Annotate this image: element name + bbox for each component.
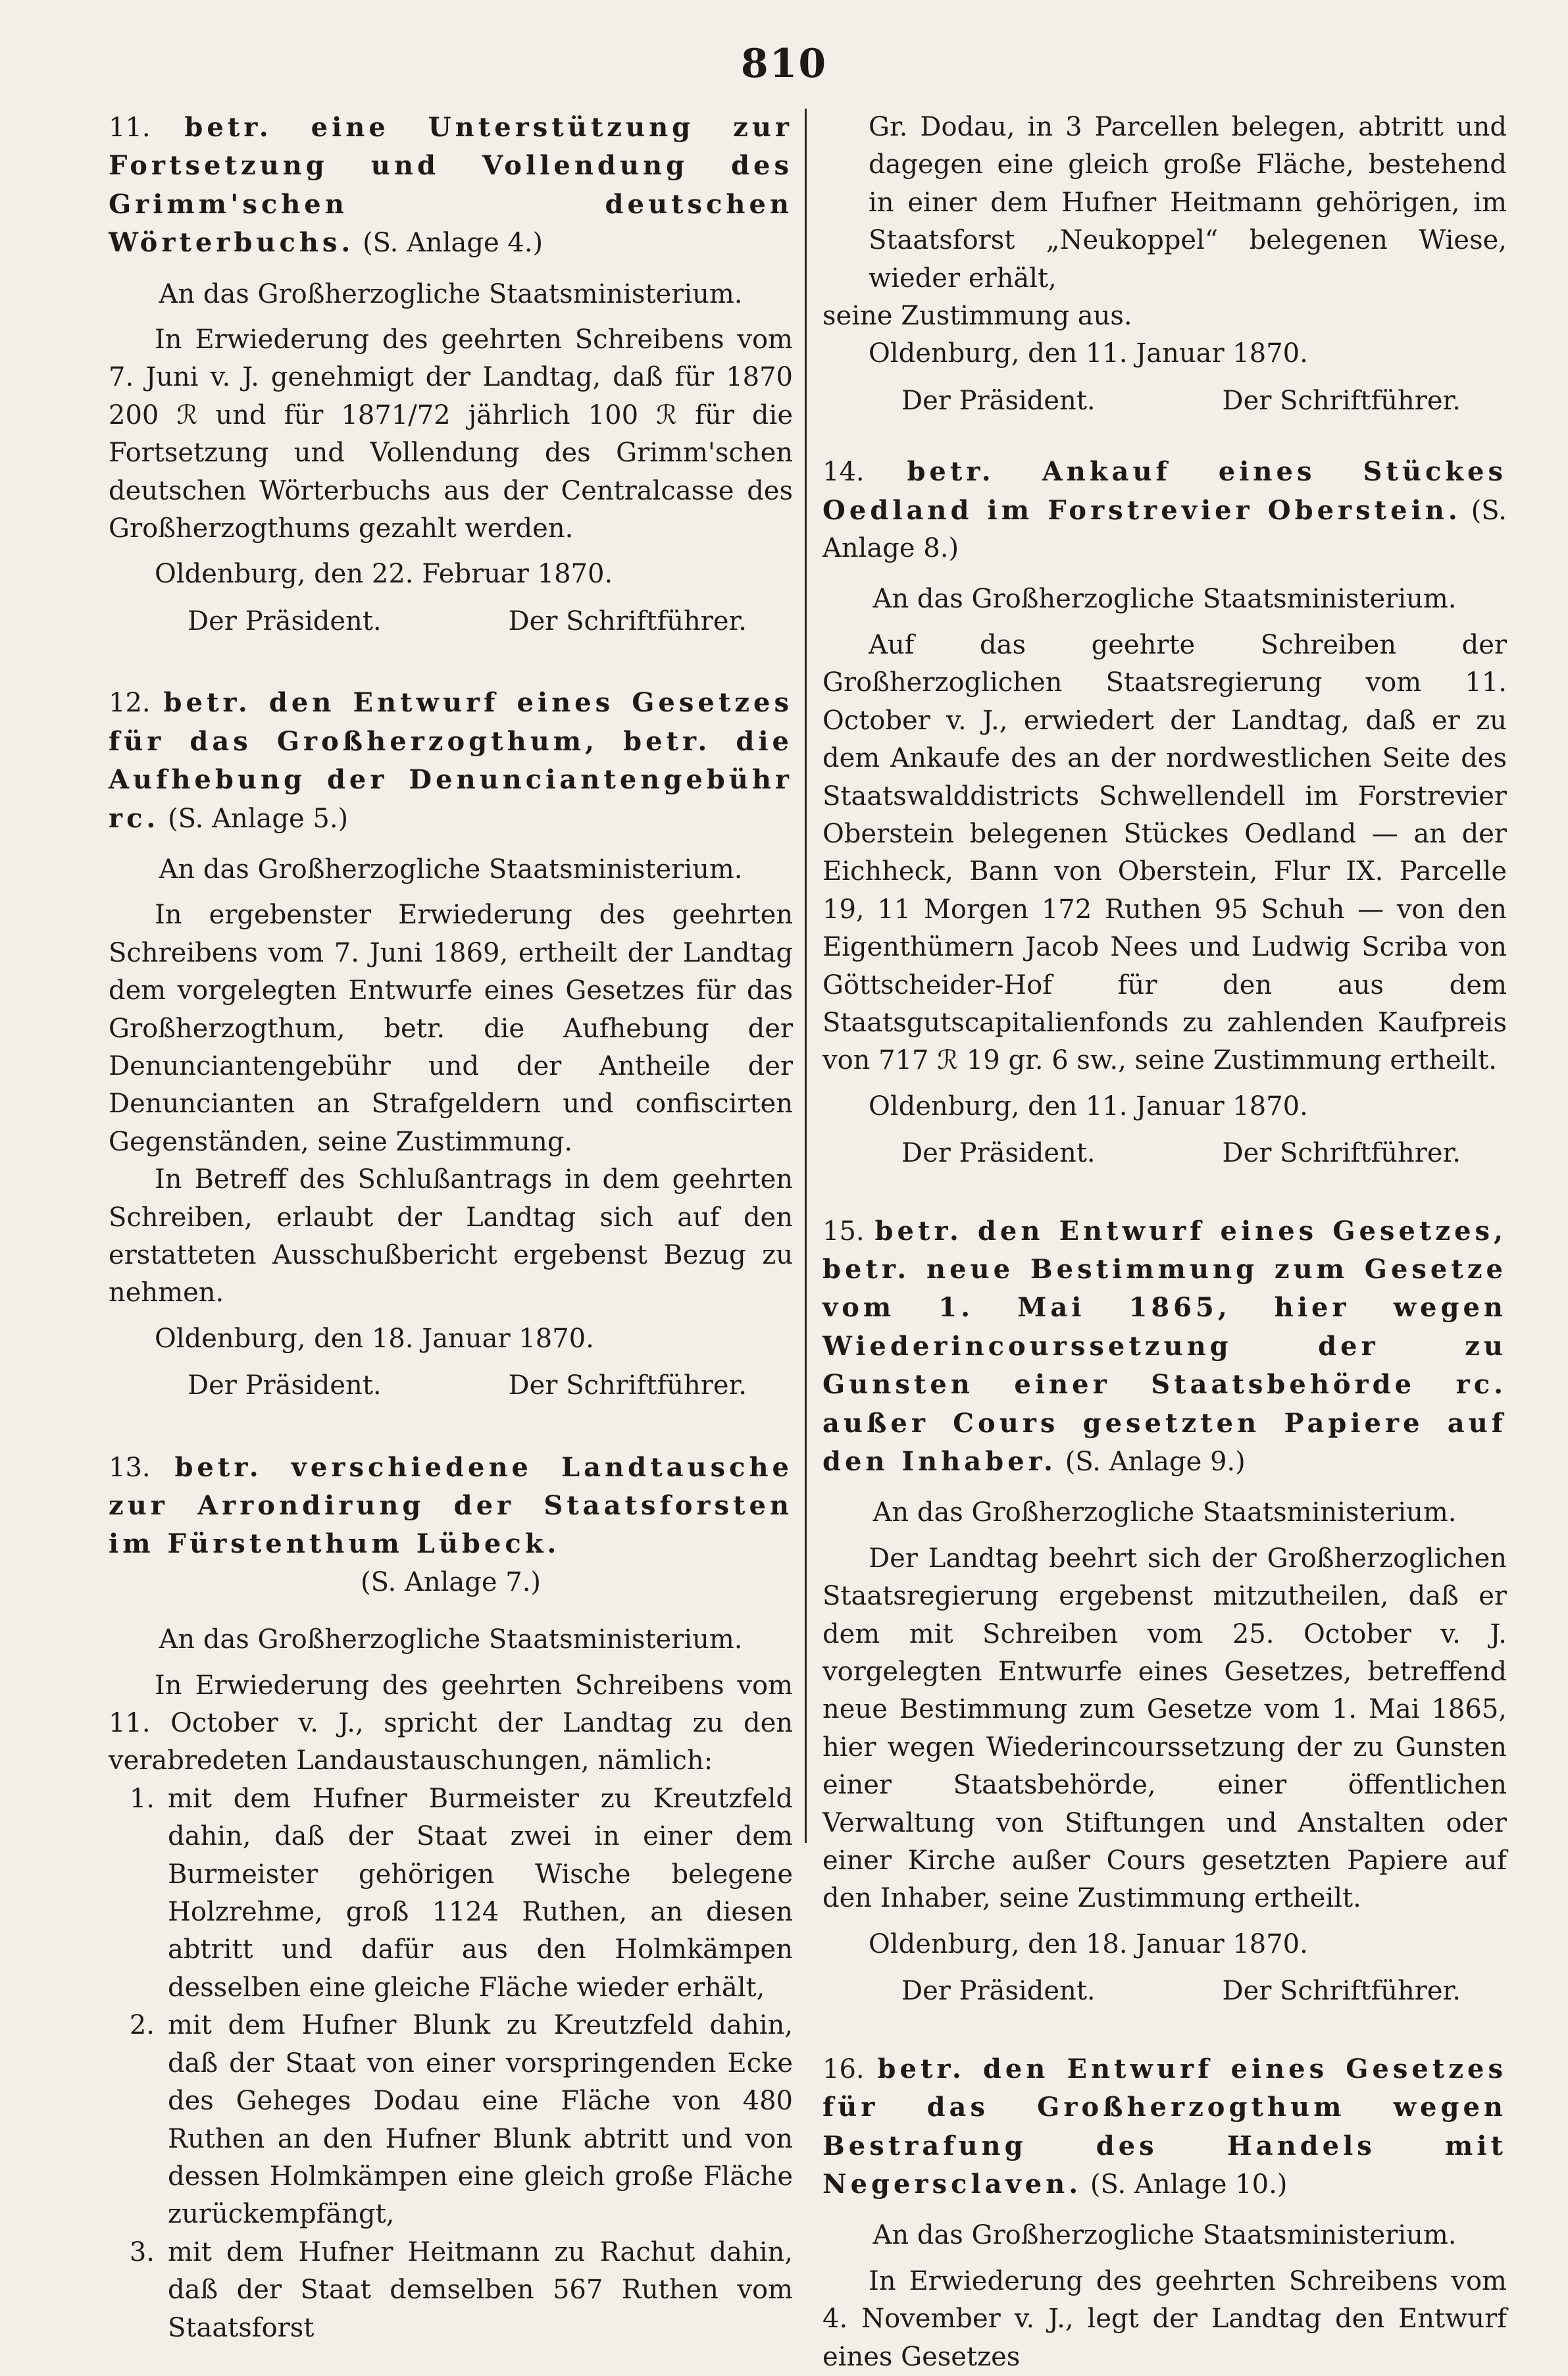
president-signature: Der Präsident. (901, 1138, 1096, 1169)
secretary-signature: Der Schriftführer. (1222, 385, 1461, 416)
section-11-heading: 11. betr. eine Unterstützung zur Fortsetzung und Vollendung des Grimm'schen deutschen Wörterbuchs. (S. Anlage 4.) (109, 112, 793, 259)
section-11-date: Oldenburg, den 22. Februar 1870. (155, 559, 613, 590)
secretary-signature: Der Schriftführer. (508, 1370, 747, 1401)
section-15-addressee: An das Großherzogliche Staatsministerium. (873, 1497, 1457, 1528)
section-13-annex: (S. Anlage 7.) (360, 1566, 542, 1597)
section-14-signatures (822, 1135, 1507, 1172)
column-divider (805, 109, 807, 1843)
section-13-addressee: An das Großherzogliche Staatsministerium. (159, 1624, 743, 1655)
section-12-body-2: In Betreff des Schlußantrags in dem geehrten Schreiben, erlaubt der Landtag sich auf den erstatteten Ausschußbericht ergebenst Bezug zu nehmen. (109, 1164, 793, 1308)
list-item: 2. mit dem Hufner Blunk zu Kreutzfeld dahin, daß der Staat von einer vorspringenden Ecke des Geheges Dodau eine Fläche von 480 Ruthen an den Hufner Blunk abtritt und von dessen Holmkämpen eine gleich große Fläche zurückempfängt, (129, 2010, 793, 2230)
section-14-addressee: An das Großherzogliche Staatsministerium. (873, 584, 1457, 615)
land-exchange-list (109, 1780, 793, 2347)
section-13-continuation: Gr. Dodau, in 3 Parcellen belegen, abtritt und dagegen eine gleich große Fläche, bestehend in einer dem Hufner Heitmann gehörigen, im Staatsforst „Neukoppel“ belegenen Wiese, wieder erhält, (869, 112, 1507, 294)
president-signature: Der Präsident. (188, 606, 382, 636)
section-11-addressee: An das Großherzogliche Staatsministerium. (159, 278, 743, 309)
president-signature: Der Präsident. (901, 1976, 1096, 2007)
section-12-body: In ergebenster Erwiederung des geehrten Schreibens vom 7. Juni 1869, ertheilt der Landtag dem vorgelegten Entwurfe eines Gesetzes für das Großherzogthum, betr. die Aufhebung der Denunciantengebühr und der Antheile der Denuncianten an Strafgeldern und confiscirten Gegenständen, seine Zustimmung. (109, 900, 793, 1157)
section-13-closing: seine Zustimmung aus. (822, 301, 1132, 332)
section-13-date: Oldenburg, den 11. Januar 1870. (869, 338, 1308, 369)
section-11-body: In Erwiederung des geehrten Schreibens vom 7. Juni v. J. genehmigt der Landtag, daß für 1870 200 ℛ und für 1871/72 jährlich 100 ℛ für die Fortsetzung und Vollendung des Grimm'schen deutschen Wörterbuchs aus der Centralcasse des Großherzogthums gezahlt werden. (109, 324, 793, 544)
section-15-body: Der Landtag beehrt sich der Großherzoglichen Staatsregierung ergebenst mitzutheilen, daß er dem mit Schreiben vom 25. October v. J. vorgelegten Entwurfe eines Gesetzes, betreffend neue Bestimmung zum Gesetze vom 1. Mai 1865, hier wegen Wiederincourssetzung der zu Gunsten einer Staatsbehörde, einer öffentlichen Verwaltung von Stiftungen und Anstalten oder einer Kirche außer Cours gesetzten Papiere auf den Inhaber, seine Zustimmung ertheilt. (822, 1543, 1507, 1914)
section-16-body: In Erwiederung des geehrten Schreibens vom 4. November v. J., legt der Landtag den Entwurf eines Gesetzes (822, 2265, 1507, 2372)
secretary-signature: Der Schriftführer. (1222, 1976, 1461, 2007)
section-11-signatures (109, 603, 793, 640)
section-16-heading: 16. betr. den Entwurf eines Gesetzes für das Großherzogthum wegen Bestrafung des Handels mit Negersclaven. (S. Anlage 10.) (822, 2053, 1507, 2200)
section-16-addressee: An das Großherzogliche Staatsministerium. (873, 2220, 1457, 2251)
section-15-heading: 15. betr. den Entwurf eines Gesetzes, betr. neue Bestimmung zum Gesetze vom 1. Mai 1865, hier wegen Wiederincourssetzung der zu Gunsten einer Staatsbehörde rc. außer Cours gesetzten Papiere auf den Inhaber. (S. Anlage 9.) (822, 1215, 1507, 1477)
section-13-body: In Erwiederung des geehrten Schreibens vom 11. October v. J., spricht der Landtag zu den verabredeten Landaustauschungen, nämlich: (109, 1670, 793, 1776)
section-15-signatures (822, 1973, 1507, 2010)
section-12-signatures (109, 1367, 793, 1405)
section-12-addressee: An das Großherzogliche Staatsministerium. (159, 854, 743, 885)
section-14-heading: 14. betr. Ankauf eines Stückes Oedland im Forstrevier Oberstein. (S. Anlage 8.) (822, 456, 1507, 564)
section-14-body: Auf das geehrte Schreiben der Großherzoglichen Staatsregierung vom 11. October v. J., erwiedert der Landtag, daß er zu dem Ankaufe des an der nordwestlichen Seite des Staatswalddistricts Schwellendell im Forstrevier Oberstein belegenen Stückes Oedland — an der Eichheck, Bann von Oberstein, Flur IX. Parcelle 19, 11 Morgen 172 Ruthen 95 Schuh — von den Eigenthümern Jacob Nees und Ludwig Scriba von Göttscheider-Hof für den aus dem Staatsgutscapitalienfonds zu zahlenden Kaufpreis von 717 ℛ 19 gr. 6 sw., seine Zustimmung ertheilt. (822, 629, 1507, 1076)
secretary-signature: Der Schriftführer. (508, 606, 747, 636)
section-13-heading: 13. betr. verschiedene Landtausche zur Arrondirung der Staatsforsten im Fürstenthum Lübeck. (109, 1451, 793, 1560)
president-signature: Der Präsident. (901, 385, 1096, 416)
left-column (109, 109, 793, 2347)
page-number: 810 (740, 41, 828, 87)
section-15-date: Oldenburg, den 18. Januar 1870. (869, 1928, 1308, 1959)
list-item: 3. mit dem Hufner Heitmann zu Rachut dahin, daß der Staat demselben 567 Ruthen vom Staatsforst (129, 2236, 793, 2343)
right-column (822, 109, 1507, 2376)
list-item: 1. mit dem Hufner Burmeister zu Kreutzfeld dahin, daß der Staat zwei in einer dem Burmeister gehörigen Wische belegene Holzrehme, groß 1124 Ruthen, an diesen abtritt und dafür aus den Holmkämpen desselben eine gleiche Fläche wieder erhält, (129, 1783, 793, 2003)
section-14-date: Oldenburg, den 11. Januar 1870. (869, 1091, 1308, 1122)
section-12-date: Oldenburg, den 18. Januar 1870. (155, 1323, 594, 1354)
section-13-signatures (822, 382, 1507, 420)
president-signature: Der Präsident. (188, 1370, 382, 1401)
section-12-heading: 12. betr. den Entwurf eines Gesetzes für das Großherzogthum, betr. die Aufhebung der Denunciantengebühr rc. (S. Anlage 5.) (109, 687, 793, 834)
secretary-signature: Der Schriftführer. (1222, 1138, 1461, 1169)
